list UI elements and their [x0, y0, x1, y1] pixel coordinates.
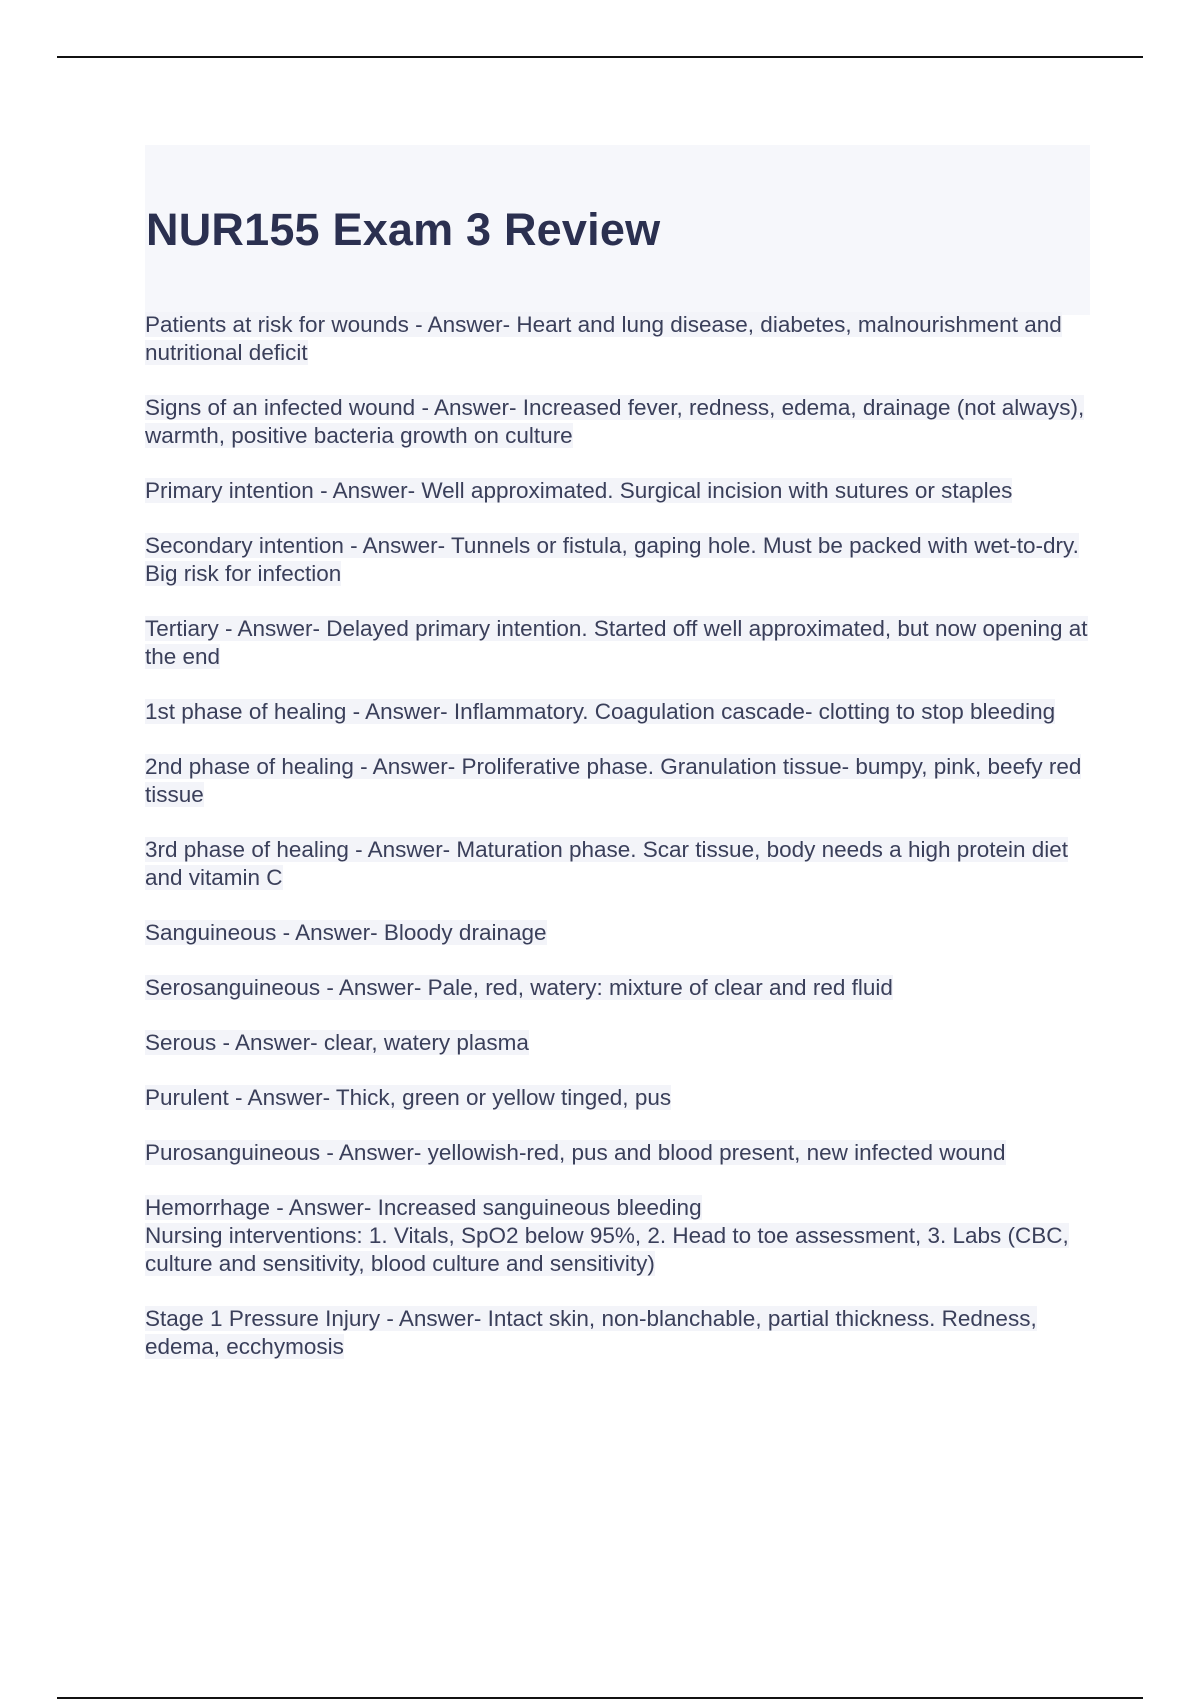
- entry-primary-intention: [145, 477, 1090, 505]
- entry-purulent: [145, 1084, 1090, 1112]
- entry-text: Purulent - Answer- Thick, green or yellow tinged, pus: [145, 1085, 672, 1110]
- page-title: NUR155 Exam 3 Review: [146, 204, 661, 255]
- entry-tertiary: [145, 615, 1090, 671]
- entry-text: Signs of an infected wound - Answer- Increased fever, redness, edema, drainage (not always), warmth, positive bacteria growth on culture: [145, 395, 1085, 448]
- entry-phase-1: [145, 698, 1090, 726]
- top-rule: [57, 56, 1143, 58]
- entry-text: Tertiary - Answer- Delayed primary intention. Started off well approximated, but now opening at the end: [145, 616, 1088, 669]
- entry-stage-1-pressure-injury: [145, 1305, 1090, 1361]
- entry-purosanguineous: [145, 1139, 1090, 1167]
- entry-text-secondary: Nursing interventions: 1. Vitals, SpO2 below 95%, 2. Head to toe assessment, 3. Labs (CBC, culture and sensitivity, blood culture and sensitivity): [145, 1223, 1069, 1276]
- entry-hemorrhage: [145, 1194, 1090, 1278]
- entry-text: 3rd phase of healing - Answer- Maturation phase. Scar tissue, body needs a high protein diet and vitamin C: [145, 837, 1069, 890]
- entry-sanguineous: [145, 919, 1090, 947]
- entry-phase-3: [145, 836, 1090, 892]
- entry-phase-2: [145, 753, 1090, 809]
- entry-text: Hemorrhage - Answer- Increased sanguineous bleeding: [145, 1195, 702, 1220]
- entry-text: Sanguineous - Answer- Bloody drainage: [145, 920, 547, 945]
- entry-text: 1st phase of healing - Answer- Inflammatory. Coagulation cascade- clotting to stop bleeding: [145, 699, 1056, 724]
- bottom-rule: [57, 1697, 1143, 1699]
- entry-text: 2nd phase of healing - Answer- Proliferative phase. Granulation tissue- bumpy, pink, beefy red tissue: [145, 754, 1082, 807]
- entry-text: Purosanguineous - Answer- yellowish-red, pus and blood present, new infected wound: [145, 1140, 1006, 1165]
- entry-text: Stage 1 Pressure Injury - Answer- Intact skin, non-blanchable, partial thickness. Redness, edema, ecchymosis: [145, 1306, 1037, 1359]
- entry-text: Primary intention - Answer- Well approximated. Surgical incision with sutures or staples: [145, 478, 1013, 503]
- entry-infected-wound: [145, 394, 1090, 450]
- entry-text: Secondary intention - Answer- Tunnels or fistula, gaping hole. Must be packed with wet-to-dry. Big risk for infection: [145, 533, 1079, 586]
- entry-text: Patients at risk for wounds - Answer- Heart and lung disease, diabetes, malnourishment and nutritional deficit: [145, 312, 1062, 365]
- entry-text: Serous - Answer- clear, watery plasma: [145, 1030, 529, 1055]
- entry-text: Serosanguineous - Answer- Pale, red, watery: mixture of clear and red fluid: [145, 975, 893, 1000]
- entry-wound-risk: [145, 311, 1090, 367]
- entry-serosanguineous: [145, 974, 1090, 1002]
- entry-serous: [145, 1029, 1090, 1057]
- review-entries: [145, 311, 1090, 1388]
- entry-secondary-intention: [145, 532, 1090, 588]
